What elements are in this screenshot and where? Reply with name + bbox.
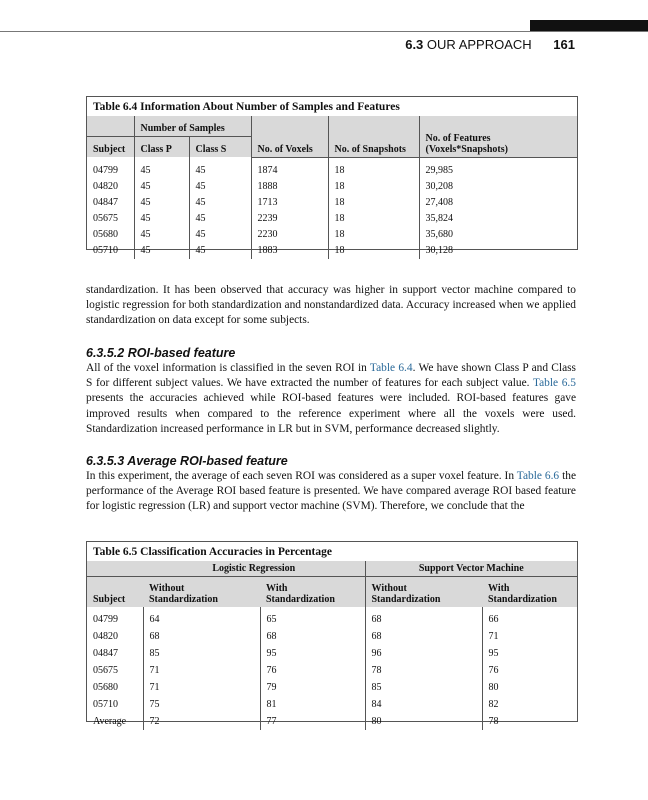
table-cell: 27,408 (419, 195, 577, 211)
page-number: 161 (553, 37, 575, 52)
table-cell: 05680 (93, 229, 118, 240)
table-cell: 45 (189, 179, 251, 195)
group-header-samples: Number of Samples (134, 116, 251, 137)
table-row (87, 227, 577, 243)
table-cell: 78 (365, 662, 482, 679)
header-svm-without: Without Standardization (365, 577, 482, 608)
table-cell: 85 (143, 645, 260, 662)
table-cell: 04847 (93, 197, 118, 208)
table-cell: 75 (143, 696, 260, 713)
table-row (87, 713, 577, 730)
table-cell: 45 (189, 195, 251, 211)
table-cell: 1713 (251, 195, 328, 211)
table-caption: Table 6.4 Information About Number of Samples and Features (93, 101, 400, 113)
header-rule (0, 31, 648, 32)
table-cell: 18 (328, 195, 419, 211)
table-cell: 80 (482, 679, 577, 696)
paragraph-average-roi (86, 469, 576, 515)
table-cell: 77 (260, 713, 365, 730)
header-class-p: Class P (134, 137, 189, 158)
text-segment: the performance of the Average ROI based feature is presented. We have compared average ROI based feature for logistic regression (LR) and support vector machine (SVM). Therefore, we conclude that the (86, 470, 576, 513)
table-cell: 45 (189, 243, 251, 259)
table-row (87, 628, 577, 645)
header-voxels: No. of Voxels (251, 116, 328, 157)
text-segment: All of the voxel information is classified in the seven ROI in (86, 362, 370, 374)
table-cell: 45 (134, 243, 189, 259)
table-cell: 05710 (93, 245, 118, 256)
table-6-5-link[interactable]: Table 6.5 (532, 377, 576, 390)
table-row (87, 211, 577, 227)
table-row (87, 243, 577, 259)
header-bar (530, 20, 648, 31)
table-row (87, 662, 577, 679)
table-cell: 95 (482, 645, 577, 662)
table-row (87, 607, 577, 628)
table-cell: 18 (328, 211, 419, 227)
table-cell: 71 (143, 662, 260, 679)
text-segment: presents the accuracies achieved while ROI-based features were included. ROI-based features gave improved results when compared to the reference experiment where all the voxels were used. Standardization increased performance in LR but in SVM, performance decreased slightly. (86, 392, 576, 435)
table-cell: 29,985 (419, 157, 577, 179)
heading-6-3-5-3: 6.3.5.3 Average ROI-based feature (86, 454, 288, 468)
table-cell: 68 (365, 628, 482, 645)
table-row (87, 157, 577, 179)
header-svm-with: With Standardization (482, 577, 577, 608)
table-cell: 1874 (251, 157, 328, 179)
header-cell (87, 561, 143, 577)
table-cell: 82 (482, 696, 577, 713)
table-cell: 05675 (93, 665, 118, 676)
heading-6-3-5-2: 6.3.5.2 ROI-based feature (86, 346, 236, 360)
table-cell: 45 (189, 211, 251, 227)
header-features: No. of Features (Voxels*Snapshots) (419, 116, 577, 157)
table-cell: 2230 (251, 227, 328, 243)
accuracy-table (87, 561, 577, 730)
table-cell: 30,208 (419, 179, 577, 195)
table-cell: 45 (134, 195, 189, 211)
table-cell: 71 (482, 628, 577, 645)
group-header-lr: Logistic Regression (143, 561, 365, 577)
section-title: OUR APPROACH (426, 37, 532, 52)
table-cell: 05680 (93, 682, 118, 693)
table-cell: 1888 (251, 179, 328, 195)
table-cell: 45 (134, 227, 189, 243)
table-cell: 76 (482, 662, 577, 679)
table-cell: 2239 (251, 211, 328, 227)
group-header-svm: Support Vector Machine (365, 561, 577, 577)
table-cell: 45 (134, 211, 189, 227)
table-cell: 35,824 (419, 211, 577, 227)
table-cell: 85 (365, 679, 482, 696)
table-cell: 18 (328, 243, 419, 259)
table-cell: 1883 (251, 243, 328, 259)
table-cell: 76 (260, 662, 365, 679)
paragraph-roi-feature (86, 361, 576, 437)
section-number: 6.3 (405, 37, 424, 52)
table-cell: 71 (143, 679, 260, 696)
table-cell: 04820 (93, 181, 118, 192)
table-cell: 66 (482, 607, 577, 628)
table-cell: 79 (260, 679, 365, 696)
table-cell: 68 (143, 628, 260, 645)
table-cell: 68 (260, 628, 365, 645)
header-subject: Subject (87, 137, 134, 158)
table-cell: 18 (328, 179, 419, 195)
table-6-5 (86, 541, 578, 727)
table-cell: 84 (365, 696, 482, 713)
text-segment: . We have shown Class P and Class S for different subject values. We have extracted the number of features for each subject value. (86, 362, 576, 390)
table-cell: 64 (143, 607, 260, 628)
table-cell: 05710 (93, 699, 118, 710)
table-row (87, 195, 577, 211)
table-row (87, 679, 577, 696)
table-cell: 80 (365, 713, 482, 730)
header-class-s: Class S (189, 137, 251, 158)
text-segment: In this experiment, the average of each seven ROI was considered as a super voxel feature. In (86, 470, 517, 482)
table-cell: 45 (134, 157, 189, 179)
table-cell: 18 (328, 157, 419, 179)
table-row (87, 696, 577, 713)
table-cell: 96 (365, 645, 482, 662)
header-subject: Subject (87, 577, 143, 608)
table-cell: 18 (328, 227, 419, 243)
header-lr-without: Without Standardization (143, 577, 260, 608)
table-cell: 35,680 (419, 227, 577, 243)
table-6-6-link[interactable]: Table 6.6 (516, 470, 560, 482)
table-cell: 65 (260, 607, 365, 628)
table-body (87, 157, 577, 259)
table-cell: 45 (189, 157, 251, 179)
table-cell: 68 (365, 607, 482, 628)
table-cell: 04820 (93, 631, 118, 642)
table-row (87, 179, 577, 195)
samples-features-table (87, 116, 577, 259)
table-cell: 30,128 (419, 243, 577, 259)
table-cell: 04799 (93, 164, 118, 176)
header-snapshots: No. of Snapshots (328, 116, 419, 157)
table-cell: Average (93, 716, 127, 727)
table-cell: 04799 (93, 614, 118, 625)
running-head (405, 37, 575, 52)
table-cell: 05675 (93, 213, 118, 224)
table-cell: 95 (260, 645, 365, 662)
table-cell: 04847 (93, 648, 118, 659)
header-cell (87, 116, 134, 137)
table-cell: 78 (482, 713, 577, 730)
table-cell: 45 (189, 227, 251, 243)
header-lr-with: With Standardization (260, 577, 365, 608)
table-caption: Table 6.5 Classification Accuracies in Percentage (93, 546, 332, 558)
table-cell: 81 (260, 696, 365, 713)
table-cell: 72 (143, 713, 260, 730)
table-body (87, 607, 577, 730)
paragraph-standardization: standardization. It has been observed that accuracy was higher in support vector machine compared to logistic regression for both standardization and nonstandardized data. Accuracy increased when we applied standardization on data except for some subjects. (86, 284, 576, 327)
table-cell: 45 (134, 179, 189, 195)
table-6-4-link[interactable]: Table 6.4 (369, 362, 413, 374)
table-6-4 (86, 96, 578, 256)
table-row (87, 645, 577, 662)
